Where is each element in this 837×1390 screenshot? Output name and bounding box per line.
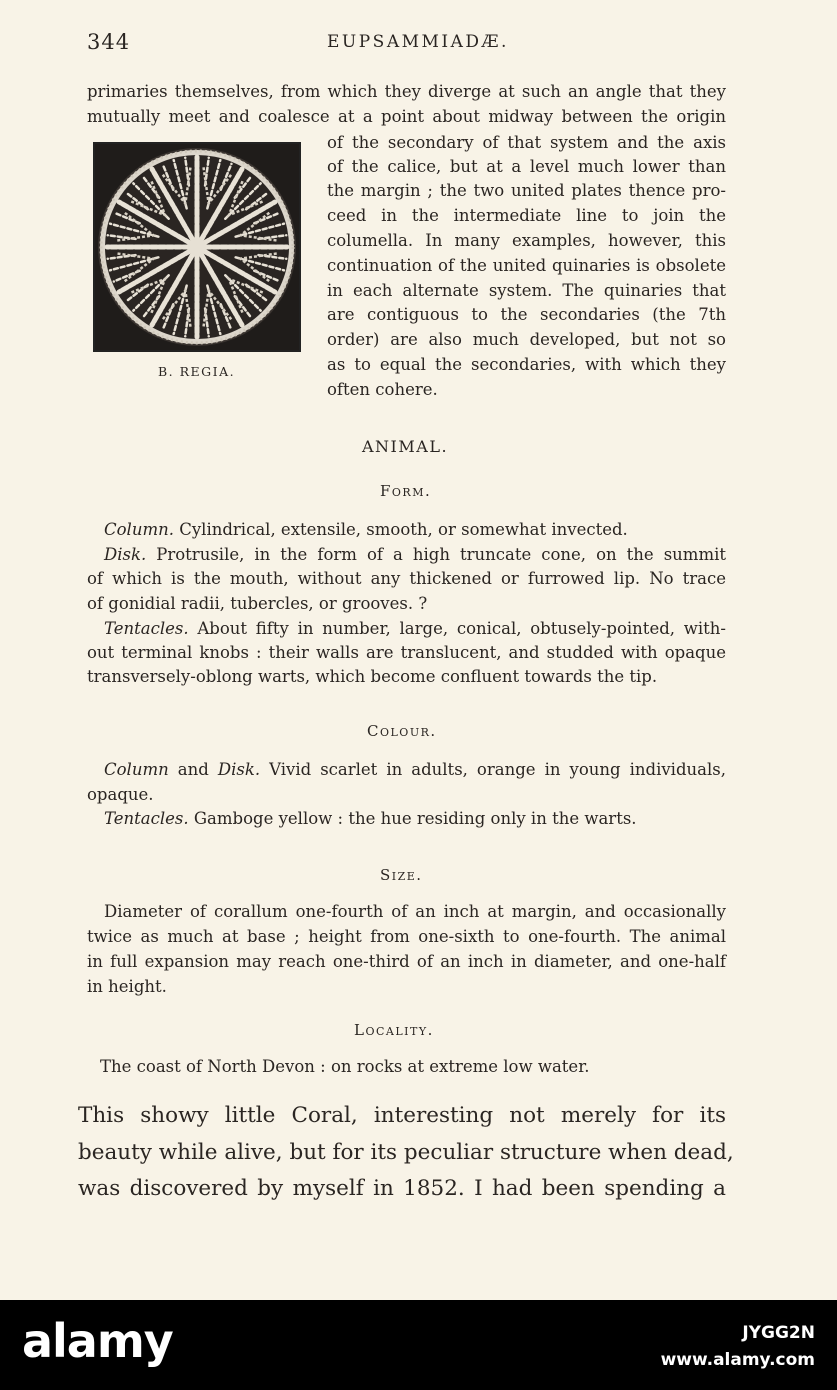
- tentacles-colour-text: Gamboge yellow : the hue residing only in the warts.: [193, 809, 637, 828]
- disk-text: Protrusile, in the form of a high truncate cone, on the summit: [156, 545, 726, 564]
- locality-text: The coast of North Devon : on rocks at extreme low water.: [100, 1057, 590, 1076]
- text-line: primaries themselves, from which they diverge at such an angle that they: [87, 82, 726, 101]
- label-tentacles: Tentacles.: [104, 809, 189, 828]
- image-id: JYGG2N: [742, 1323, 815, 1343]
- running-title: EUPSAMMIADÆ.: [327, 32, 509, 52]
- subheading-form: Form.: [380, 482, 432, 500]
- text-line: often cohere.: [327, 380, 438, 399]
- page-number: 344: [87, 30, 131, 54]
- narrative-line: was discovered by myself in 1852. I had been spending a: [78, 1176, 726, 1201]
- text-line: mutually meet and coalesce at a point about midway between the origin: [87, 107, 726, 126]
- text-line: in height.: [87, 977, 167, 996]
- text-line: transversely-oblong warts, which become confluent towards the tip.: [87, 667, 658, 686]
- coral-calice-figure: [95, 144, 299, 350]
- colour-column-disk: [104, 758, 726, 782]
- text-line: out terminal knobs : their walls are translucent, and studded with opaque: [87, 643, 726, 662]
- label-column: Column: [104, 760, 169, 779]
- text-line: of which is the mouth, without any thickened or furrowed lip. No trace: [87, 569, 726, 588]
- subheading-locality: Locality.: [354, 1021, 434, 1039]
- form-disk: [104, 543, 726, 567]
- text-line: continuation of the united quinaries is obsolete: [327, 256, 726, 275]
- text-line: columella. In many examples, however, this: [327, 231, 726, 250]
- text-line: in each alternate system. The quinaries that: [327, 281, 726, 300]
- form-tentacles: [104, 617, 726, 641]
- alamy-logo: alamy: [22, 1314, 173, 1368]
- text-line: of gonidial radii, tubercles, or grooves. ?: [87, 594, 428, 613]
- image-id-block: [661, 1320, 815, 1374]
- text-line: in full expansion may reach one-third of an inch in diameter, and one-half: [87, 952, 726, 971]
- text-line: order) are also much developed, but not so: [327, 330, 726, 349]
- text-line: twice as much at base ; height from one-sixth to one-fourth. The animal: [87, 927, 726, 946]
- narrative-line: This showy little Coral, interesting not merely for its: [78, 1103, 726, 1128]
- and-text: and: [177, 760, 209, 779]
- colour-tentacles: [104, 807, 637, 831]
- text-line: opaque.: [87, 785, 154, 804]
- label-disk: Disk.: [104, 545, 147, 564]
- subheading-size: Size.: [380, 866, 423, 884]
- colour-text: Vivid scarlet in adults, orange in young individuals,: [269, 760, 726, 779]
- label-column: Column.: [104, 520, 174, 539]
- figure-caption: B. REGIA.: [158, 364, 236, 379]
- coral-illustration: [93, 142, 301, 352]
- site-url: www.alamy.com: [660, 1350, 815, 1370]
- text-line: the margin ; the two united plates thence pro-: [327, 181, 726, 200]
- column-text: Cylindrical, extensile, smooth, or somewhat invected.: [179, 520, 628, 539]
- subheading-colour: Colour.: [367, 722, 437, 740]
- text-line: of the calice, but at a level much lower than: [327, 157, 726, 176]
- page-header: [87, 30, 727, 60]
- label-disk: Disk.: [217, 760, 261, 779]
- label-tentacles: Tentacles.: [104, 619, 189, 638]
- text-line: of the secondary of that system and the axis: [327, 133, 726, 152]
- section-heading-animal: ANIMAL.: [362, 437, 449, 456]
- text-line: Diameter of corallum one-fourth of an inch at margin, and occasionally: [104, 902, 726, 921]
- tentacles-text: About fifty in number, large, conical, obtusely-pointed, with-: [197, 619, 726, 638]
- form-column: [104, 518, 628, 542]
- watermark-footer: [0, 1300, 837, 1390]
- narrative-line: beauty while alive, but for its peculiar structure when dead,: [78, 1140, 734, 1165]
- text-line: ceed in the intermediate line to join the: [327, 206, 726, 225]
- text-line: are contiguous to the secondaries (the 7th: [327, 305, 726, 324]
- text-line: as to equal the secondaries, with which they: [327, 355, 726, 374]
